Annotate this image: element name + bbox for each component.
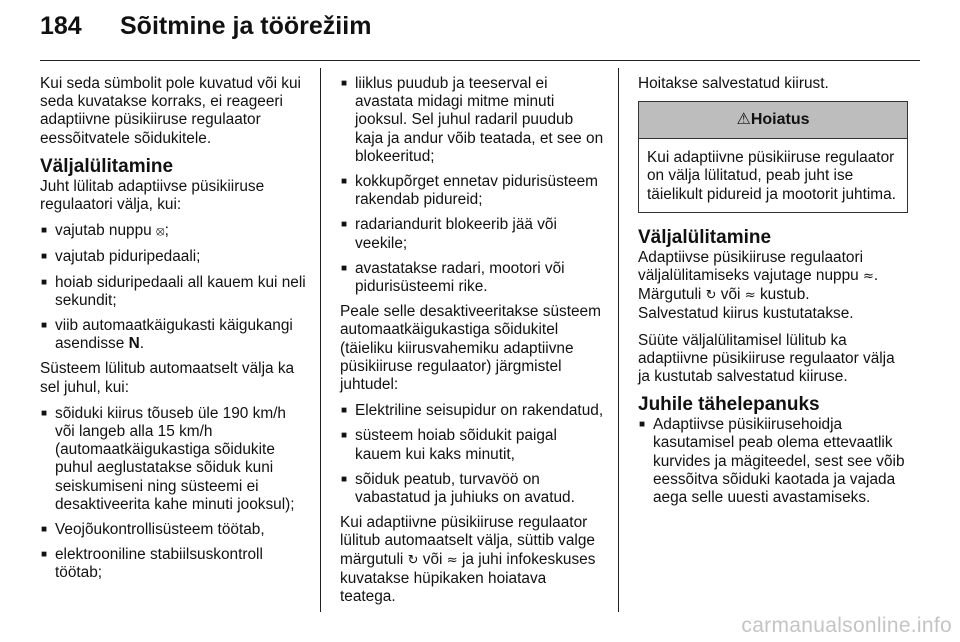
list-item: ■ hoiab siduripedaali all kauem kui neli sekundit;: [40, 274, 308, 310]
automatic-transmission-paragraph: Peale selle desaktiveeritakse süsteem automaatkäigukastiga sõidukitel (täieliku kiirusvahemiku adaptiivne püsikiiruse regulaator) järgmistel juhtudel:: [340, 303, 601, 394]
warning-text: Kui adaptiivne püsikiiruse regulaator on välja lülitatud, peab juht ise täielikult pidureid ja mootorit juhtima.: [647, 149, 896, 203]
cruise-indicator-icon: ↻: [705, 288, 717, 304]
list-item: ■ sõiduki kiirus tõuseb üle 190 km/h või langeb alla 15 km/h (automaatkäigukastiga sõidukite puhul aeglustatakse sõiduk kuni seiskumiseni ning süsteemi ei desaktiveerita kahe minuti jooksul);: [40, 405, 308, 514]
section-heading-deactivation: Väljalülitamine: [40, 155, 174, 177]
deactivation-lead: Juht lülitab adaptiivse püsikiiruse regulaatori välja, kui:: [40, 177, 265, 214]
page-title: Sõitmine ja töörežiim: [120, 12, 372, 40]
auto-off-list-continued: [340, 75, 605, 296]
cruise-cancel-icon: ⦻: [155, 224, 165, 240]
automatic-transmission-list: [340, 402, 605, 507]
warning-box: [638, 101, 908, 213]
column-1: [40, 75, 308, 590]
column-divider-2: [618, 68, 619, 612]
stored-speed-paragraph: Hoitakse salvestatud kiirust.: [638, 75, 829, 92]
cruise-indicator-icon: ↻: [407, 552, 419, 568]
list-item: ■ Adaptiivse püsikiirusehoidja kasutamisel peab olema ettevaatlik kurvides ja mägiteedel, sest see võib eessõitva sõiduki kaotada ja vajada aega selle uuesti avastamiseks.: [638, 416, 908, 507]
adaptive-cruise-indicator-icon: ≈: [744, 288, 756, 304]
gear-n-label: N: [128, 335, 140, 353]
intro-paragraph: Kui seda sümbolit pole kuvatud või kui seda kuvatakse korraks, ei reageeri adaptiivne püsikiiruse regulaator eessõitvatele sõidukitele.: [40, 75, 301, 147]
list-item: ■ Elektriline seisupidur on rakendatud,: [340, 402, 605, 420]
list-item: ■ kokkupõrget ennetav pidurisüsteem rakendab pidureid;: [340, 173, 605, 209]
list-item: ■ elektrooniline stabiilsuskontroll töötab;: [40, 546, 308, 582]
list-item: ■ Veojõukontrollisüsteem töötab,: [40, 521, 308, 539]
header-rule: [40, 60, 920, 61]
list-item: ■ viib automaatkäigukasti käigukangi asendisse N.: [40, 317, 308, 353]
column-2: [340, 75, 605, 614]
indicator-paragraph: Kui adaptiivne püsikiiruse regulaator lülitub automaatselt välja, süttib valge märgutuli ↻ või ≈ ja juhi infokeskuses kuvatakse hüpikaken hoiatava teatega.: [340, 514, 596, 606]
list-item: ■ vajutab piduripedaali;: [40, 248, 308, 266]
warning-title: Hoiatus: [750, 111, 810, 129]
driver-notes-list: [638, 416, 908, 507]
warning-header: [639, 102, 907, 139]
section-heading-driver-notes: Juhile tähelepanuks: [638, 394, 820, 416]
list-item: ■ radariandurit blokeerib jää või veekile;: [340, 216, 605, 252]
list-item: ■ vajutab nuppu ⦻;: [40, 222, 308, 241]
list-item: ■ sõiduk peatub, turvavöö on vabastatud ja juhiuks on avatud.: [340, 471, 605, 507]
adaptive-cruise-button-icon: ≈: [863, 269, 874, 285]
column-divider-1: [320, 68, 321, 612]
auto-off-list: [40, 405, 308, 583]
section-heading-switch-off: Väljalülitamine: [638, 226, 772, 248]
watermark: carmanualsonline.info: [741, 614, 952, 637]
list-item: ■ avastatakse radari, mootori või pidurisüsteemi rike.: [340, 260, 605, 296]
switch-off-paragraph: Adaptiivse püsikiiruse regulaatori väljalülitamiseks vajutage nuppu ≈. Märgutuli ↻ või ≈ kustub. Salvestatud kiirus kustutatakse.: [638, 248, 879, 323]
page-header: [0, 0, 960, 62]
warning-triangle-icon: ⚠: [736, 111, 751, 129]
adaptive-cruise-indicator-icon: ≈: [446, 552, 458, 568]
list-item: ■ süsteem hoiab sõidukit paigal kauem kui kaks minutit,: [340, 427, 605, 463]
ignition-off-paragraph: Süüte väljalülitamisel lülitub ka adaptiivne püsikiiruse regulaator välja ja kustutab salvestatud kiiruse.: [638, 331, 895, 386]
auto-off-paragraph: Süsteem lülitub automaatselt välja ka sel juhul, kui:: [40, 360, 295, 396]
page-number: 184: [40, 12, 82, 40]
column-3: [638, 75, 908, 514]
list-item: ■ liiklus puudub ja teeserval ei avastata midagi mitme minuti jooksul. Sel juhul radaril puudub kaja ja andur võib teatada, et see on blokeeritud;: [340, 75, 605, 166]
driver-deactivation-list: [40, 222, 308, 353]
